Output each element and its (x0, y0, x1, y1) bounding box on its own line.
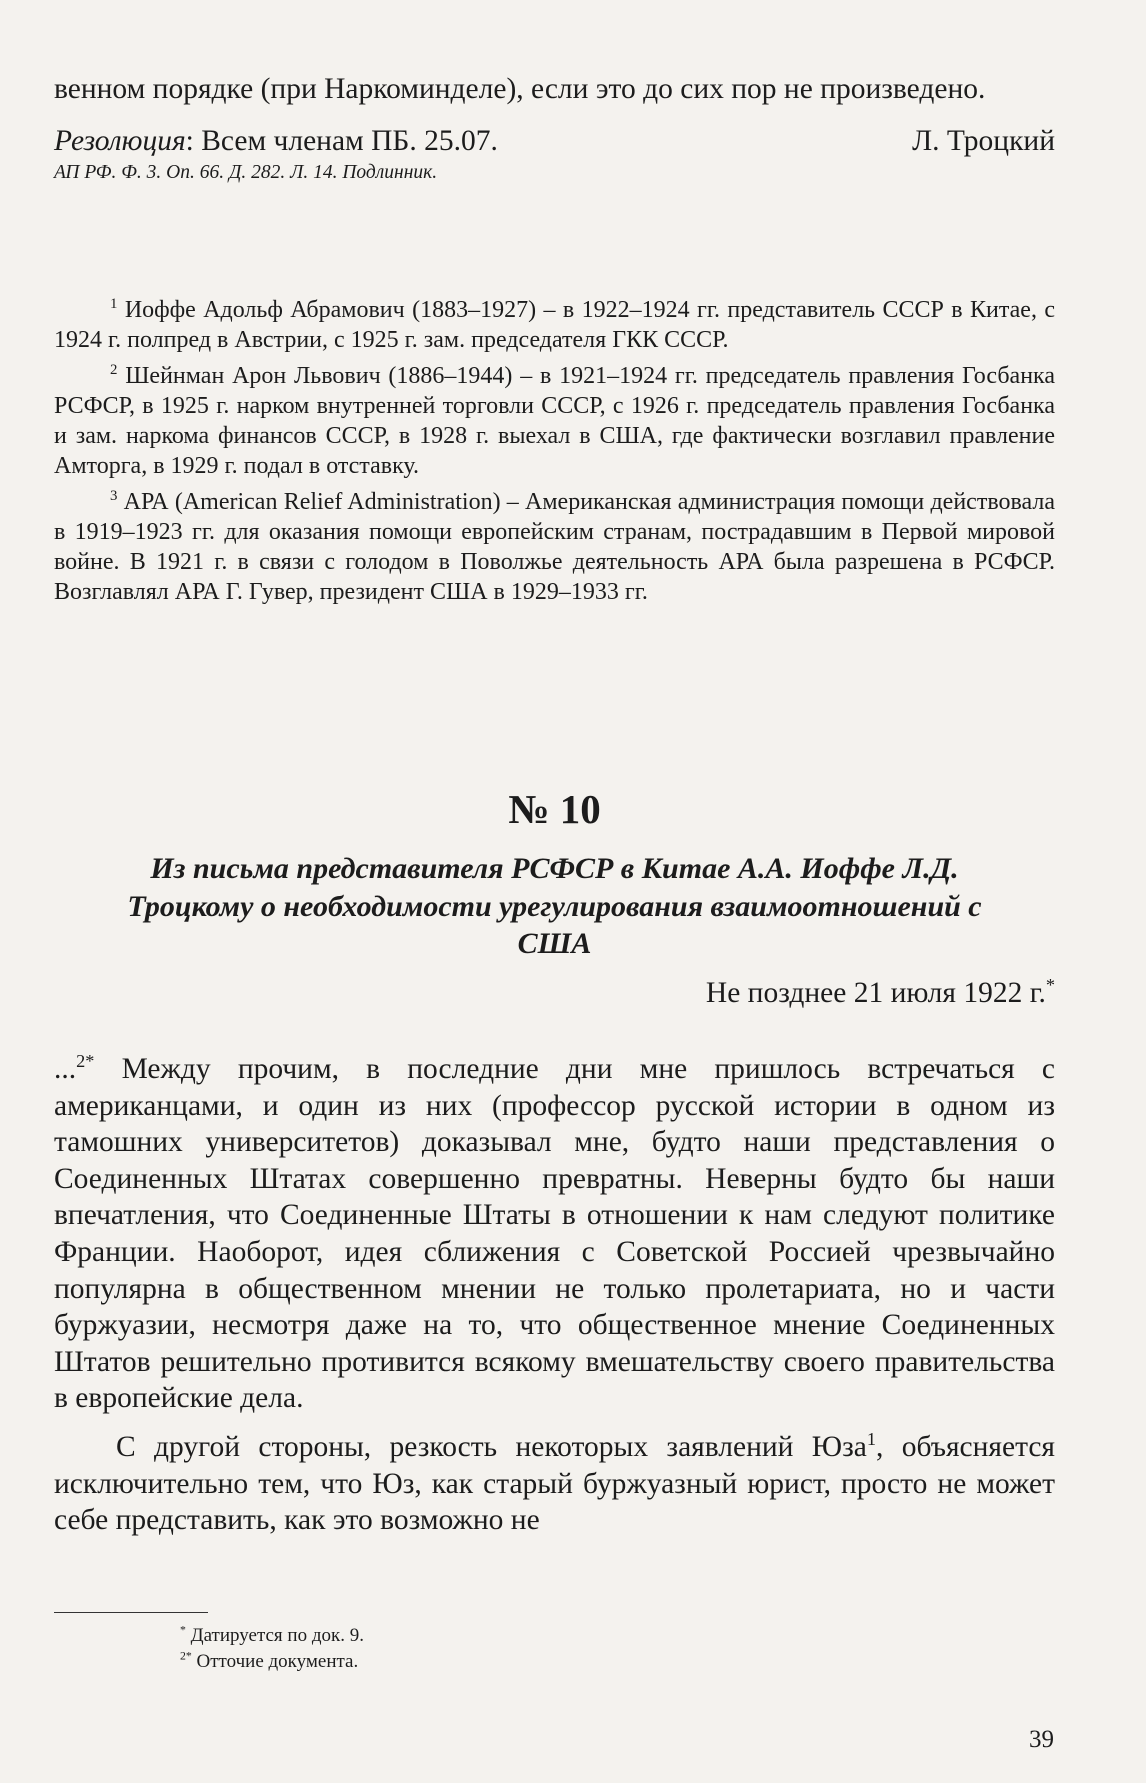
archive-reference: АП РФ. Ф. 3. Оп. 66. Д. 282. Л. 14. Подлинник. (54, 161, 438, 183)
document-number: № 10 (508, 786, 601, 832)
footnote-divider (54, 1612, 208, 1613)
signature: Л. Троцкий (912, 124, 1055, 157)
bottom-footnotes (54, 1623, 1055, 1675)
footnote-text: АРА (American Relief Administration) – Американская администрация помощи действовала в 1919–1923 гг. для оказания помощи европейским странам, пострадавшим в Первой мировой войне. В 1921 г. в связи с голодом в Поволжье деятельность АРА была разрешена в РСФСР. Возглавлял АРА Г. Гувер, президент США в 1929–1933 гг. (54, 489, 1055, 605)
footnote-text: Отточие документа. (191, 1651, 359, 1672)
date-mark: * (1045, 974, 1055, 995)
footnote-mark: 3 (110, 488, 118, 504)
footnote-mark: * (180, 1623, 186, 1637)
footnote-2 (54, 361, 1055, 481)
page-number: 39 (1029, 1726, 1054, 1753)
resolution (54, 123, 498, 159)
footnote-mark: 1 (110, 296, 118, 312)
top-section (54, 71, 1055, 185)
footnote-mark: 2 (110, 362, 118, 378)
paragraph-text: С другой стороны, резкость некоторых заявлений Юза (116, 1430, 867, 1463)
resolution-label: Резолюция (54, 124, 186, 157)
footnotes-block (54, 295, 1055, 607)
date-line (54, 975, 1055, 1011)
resolution-text: : Всем членам ПБ. 25.07. (185, 124, 498, 157)
footnote-ref: 2* (76, 1051, 95, 1072)
resolution-line (54, 123, 1055, 159)
document-header (54, 786, 1055, 1011)
letter-body (54, 1051, 1055, 1539)
footnote-1 (54, 295, 1055, 355)
footnote-ref: 1 (866, 1429, 876, 1450)
footnote-text: Шейнман Арон Львович (1886–1944) – в 1921–1924 гг. председатель правления Госбанка РСФСР, в 1925 г. нарком внутренней торговли СССР, с 1926 г. председатель правления Госбанка и зам. наркома финансов СССР, в 1928 г. выехал в США, где фактически возглавил правление Амторга, в 1929 г. подал в отставку. (54, 363, 1055, 479)
body-paragraph-2 (54, 1429, 1055, 1539)
footnote-mark: 2* (180, 1649, 192, 1663)
document-title: Из письма представителя РСФСР в Китае А.А. Иоффе Л.Д. Троцкому о необходимости урегулирования взаимоотношений с США (127, 852, 982, 960)
paragraph-text: Между прочим, в последние дни мне пришлось встречаться с американцами, и один из них (профессор русской истории в одном из тамошних университетов) доказывал мне, будто наши представления о Соединенных Штатах совершенно превратны. Неверны будто бы наши впечатления, что Соединенные Штаты в отношении к нам следуют политике Франции. Наоборот, идея сближения с Советской Россией чрезвычайно популярна в общественном мнении не только пролетариата, но и части буржуазии, несмотря даже на то, что общественное мнение Соединенных Штатов решительно противится всякому вмешательству своего правительства в европейские дела. (54, 1053, 1055, 1415)
footnote-3 (54, 487, 1055, 607)
bottom-footnote-2 (54, 1649, 1055, 1675)
body-paragraph-1 (54, 1051, 1055, 1417)
footnote-text: Иоффе Адольф Абрамович (1883–1927) – в 1922–1924 гг. представитель СССР в Китае, с 1924 г. полпред в Австрии, с 1925 г. зам. председателя ГКК СССР. (54, 297, 1056, 353)
date-text: Не позднее 21 июля 1922 г. (705, 976, 1046, 1009)
paragraph-text: , объясняется исключительно тем, что Юз, как старый буржуазный юрист, просто не может себе представить, как это возможно не (54, 1430, 1056, 1537)
footnote-text: Датируется по док. 9. (185, 1625, 364, 1646)
ellipsis: ... (54, 1053, 77, 1085)
bottom-footnote-1 (54, 1623, 1055, 1649)
continuation-paragraph: венном порядке (при Наркоминделе), если это до сих пор не произведено. (54, 73, 986, 105)
